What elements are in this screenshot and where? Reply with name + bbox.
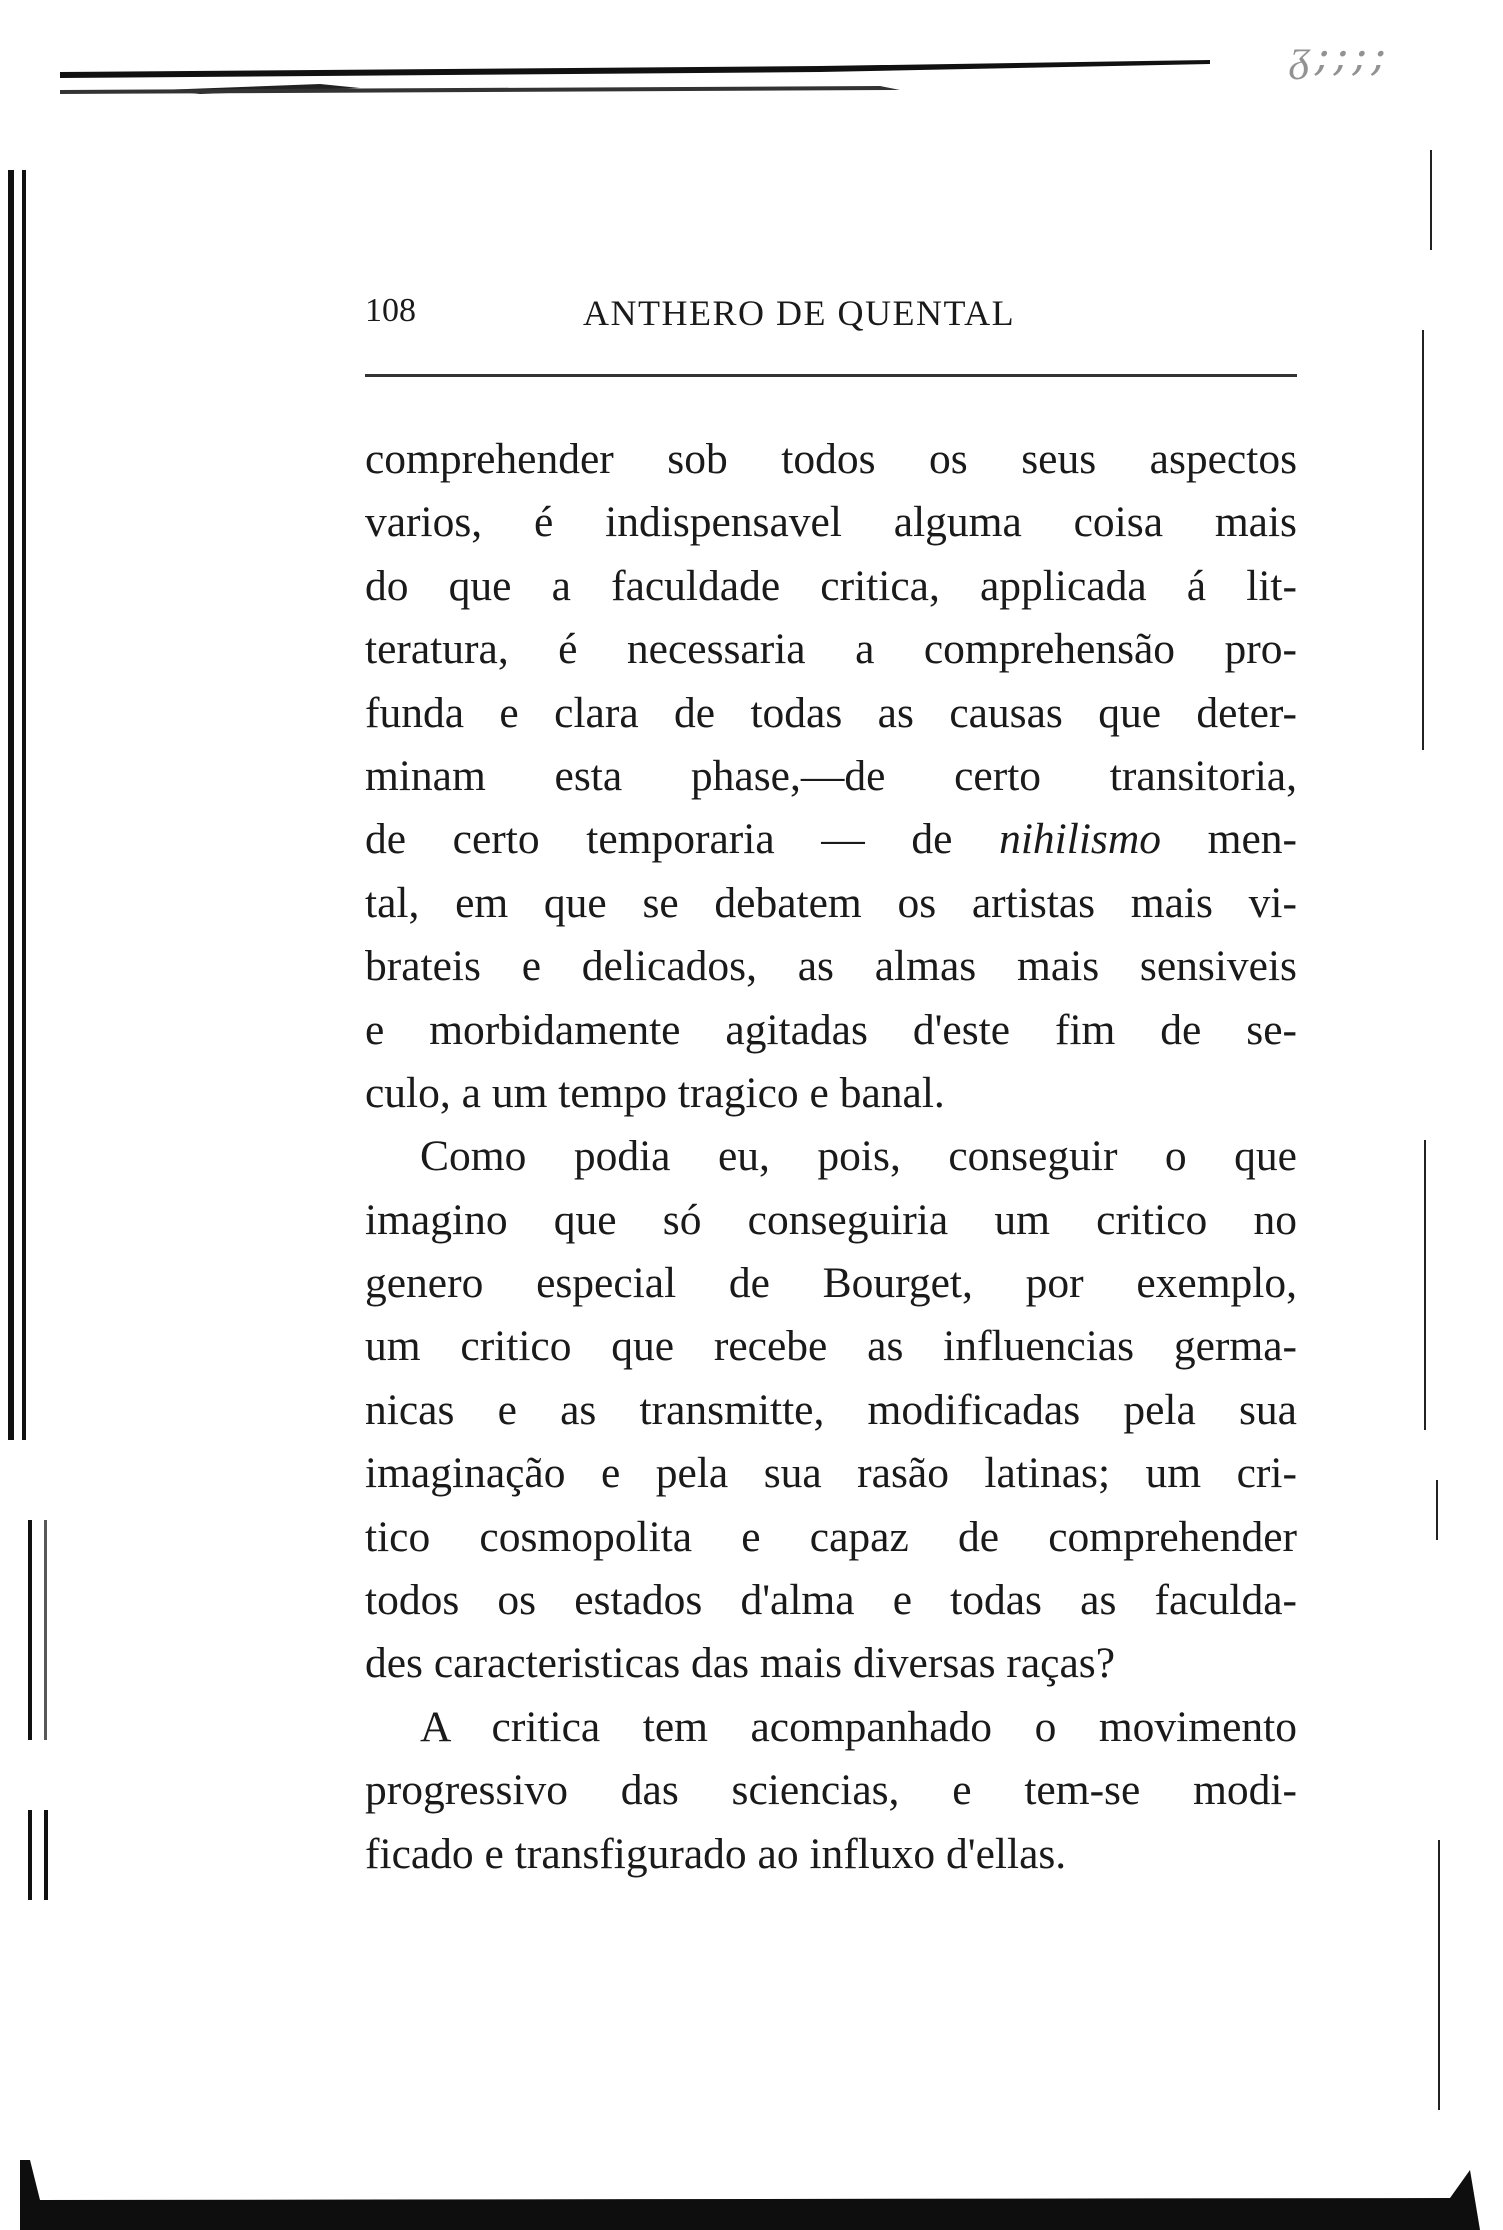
scan-edge-right-1 — [1430, 150, 1432, 250]
text-line: do que a faculdade critica, applicada á lit- — [365, 561, 1297, 610]
book-page — [365, 280, 1297, 1878]
scan-edge-left-3 — [28, 1520, 32, 1740]
text-line: varios, é indispensavel alguma coisa mais — [365, 498, 1297, 547]
text-line: minam esta phase,—de certo transitoria, — [365, 751, 1297, 800]
scan-edge-left-6 — [44, 1810, 48, 1900]
text-line: todos os estados d'alma e todas as faculda- — [365, 1576, 1297, 1625]
running-title: ANTHERO DE QUENTAL — [583, 293, 1016, 333]
page-header — [365, 280, 1297, 350]
text-line: nicas e as transmitte, modificadas pela sua — [365, 1385, 1297, 1434]
text-line: A critica tem acompanhado o movimento — [420, 1702, 1297, 1751]
text-line: tico cosmopolita e capaz de comprehender — [365, 1512, 1297, 1561]
italic-term: nihilismo — [999, 815, 1161, 864]
text-line: imagino que só conseguiria um critico no — [365, 1195, 1297, 1244]
scan-edge-right-3 — [1424, 1140, 1426, 1430]
scan-edge-bottom — [20, 2160, 1480, 2230]
text-line: tal, em que se debatem os artistas mais vi- — [365, 878, 1297, 927]
scan-edge-top — [60, 60, 1210, 94]
text-line: e morbidamente agitadas d'este fim de se- — [365, 1005, 1297, 1054]
text-line: progressivo das sciencias, e tem-se modi- — [365, 1766, 1297, 1815]
text-line: des caracteristicas das mais diversas raças? — [365, 1639, 1116, 1688]
text-line: Como podia eu, pois, conseguir o que — [420, 1132, 1297, 1181]
text-line: teratura, é necessaria a comprehensão pro- — [365, 625, 1297, 674]
text-line: comprehender sob todos os seus aspectos — [365, 435, 1297, 483]
page-number: 108 — [365, 292, 416, 329]
text-line: imaginação e pela sua rasão latinas; um cri- — [365, 1449, 1297, 1498]
text-line: brateis e delicados, as almas mais sensiveis — [365, 942, 1297, 991]
text-line: culo, a um tempo tragico e banal. — [365, 1068, 945, 1117]
text-segment: de certo temporaria — de — [365, 815, 1000, 864]
scan-edge-left-4 — [44, 1520, 47, 1740]
text-line: genero especial de Bourget, por exemplo, — [365, 1259, 1297, 1308]
text-line: funda e clara de todas as causas que deter- — [365, 688, 1297, 737]
text-line — [365, 808, 1297, 871]
scan-edge-right-4 — [1436, 1480, 1438, 1540]
scan-edge-right-2 — [1422, 330, 1424, 750]
text-line: ficado e transfigurado ao influxo d'ellas. — [365, 1829, 1067, 1878]
scan-edge-left-1 — [8, 170, 14, 1440]
header-divider — [365, 374, 1297, 377]
scan-edge-left-2 — [22, 170, 26, 1440]
scan-edge-left-5 — [28, 1810, 32, 1900]
scan-corner-mark: ᵹ;;;; — [1290, 30, 1391, 81]
body-text — [365, 428, 1297, 1886]
text-segment: men- — [1161, 815, 1297, 864]
scan-edge-right-5 — [1438, 1840, 1440, 2110]
text-line: um critico que recebe as influencias germa- — [365, 1322, 1297, 1371]
